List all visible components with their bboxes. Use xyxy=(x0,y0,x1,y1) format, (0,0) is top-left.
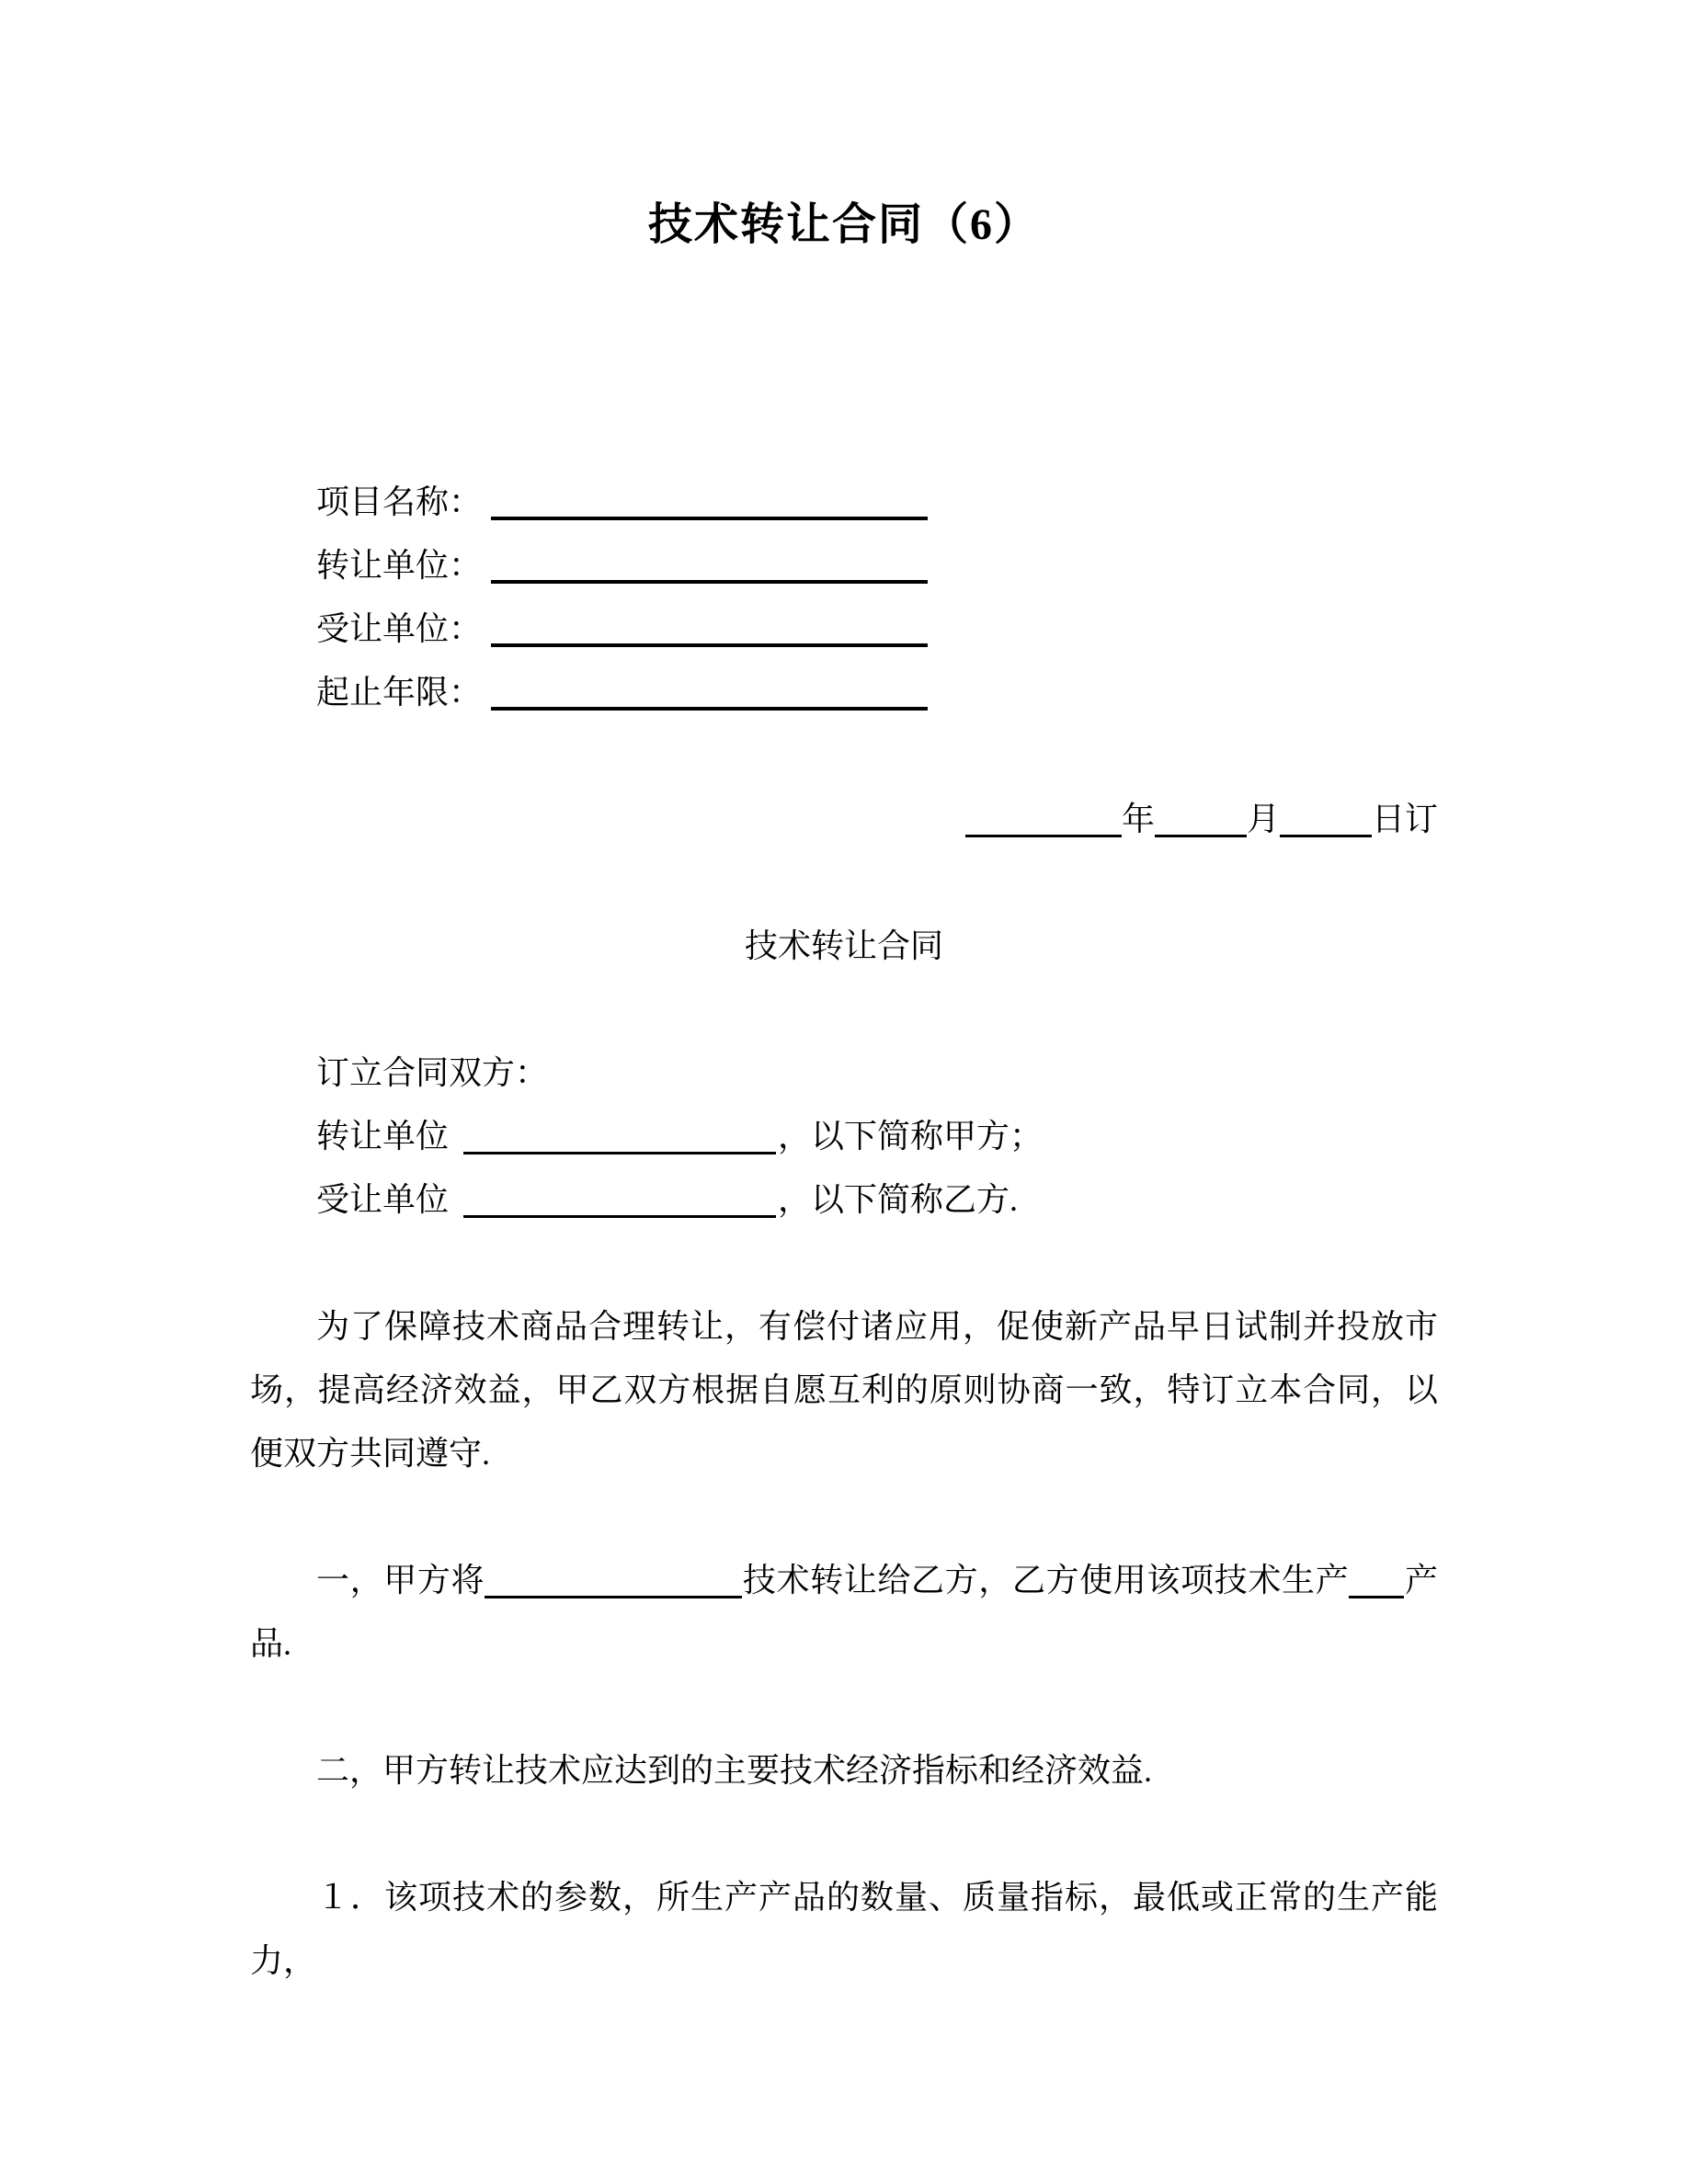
party-b-blank-line xyxy=(463,1185,776,1218)
clause-2: 二，甲方转让技术应达到的主要技术经济指标和经济效益. xyxy=(316,1752,1153,1789)
date-year-label: 年 xyxy=(1121,801,1155,837)
party-b-label: 受让单位 xyxy=(316,1181,450,1218)
clause-1-prefix: 一，甲方将 xyxy=(316,1562,485,1598)
form-label-transferee: 受让单位： xyxy=(316,610,483,647)
clause-1-technology-blank-line xyxy=(485,1565,742,1598)
date-month-label: 月 xyxy=(1246,801,1280,837)
clause-1-mid: 技术转让给乙方，乙方使用该项技术生产 xyxy=(742,1562,1350,1598)
party-a-label: 转让单位 xyxy=(316,1118,450,1155)
form-label-project-name: 项目名称： xyxy=(316,483,483,520)
party-a-row xyxy=(250,1105,1438,1168)
form-row-term xyxy=(250,661,1438,724)
party-b-row xyxy=(250,1168,1438,1232)
form-label-transferor: 转让单位： xyxy=(316,547,483,584)
date-day-blank-line xyxy=(1280,804,1372,837)
clause-1 xyxy=(250,1549,1438,1676)
form-row-project-name xyxy=(250,471,1438,534)
clause-1-product-blank-line xyxy=(1349,1565,1404,1598)
party-b-suffix: ，以下简称乙方. xyxy=(778,1181,1019,1218)
party-a-suffix: ，以下简称甲方； xyxy=(778,1118,1044,1155)
clause-1-suffix: 产品. xyxy=(250,1562,1438,1662)
project-name-blank-line xyxy=(491,487,928,520)
preamble-paragraph: 为了保障技术商品合理转让，有偿付诸应用，促使新产品早日试制并投放市场，提高经济效益，甲乙双方根据自愿互利的原则协商一致，特订立本合同，以便双方共同遵守. xyxy=(250,1308,1438,1472)
transferee-blank-line xyxy=(491,614,928,647)
form-row-transferee xyxy=(250,597,1438,661)
document-title: 技术转让合同（6） xyxy=(647,200,1040,249)
transferor-blank-line xyxy=(491,551,928,584)
form-label-term: 起止年限： xyxy=(316,674,483,711)
date-month-blank-line xyxy=(1155,804,1247,837)
item-1: １．该项技术的参数，所生产产品的数量、质量指标，最低或正常的生产能力， xyxy=(250,1879,1438,1979)
party-a-blank-line xyxy=(463,1121,776,1155)
form-row-transferor xyxy=(250,534,1438,597)
contract-subtitle: 技术转让合同 xyxy=(744,927,943,964)
date-line xyxy=(250,788,1438,851)
header-form xyxy=(250,471,1438,724)
parties-section xyxy=(250,1041,1438,1232)
parties-intro: 订立合同双方： xyxy=(316,1054,549,1091)
date-year-blank-line xyxy=(965,804,1122,837)
date-day-label: 日订 xyxy=(1371,801,1438,837)
term-blank-line xyxy=(491,677,928,711)
